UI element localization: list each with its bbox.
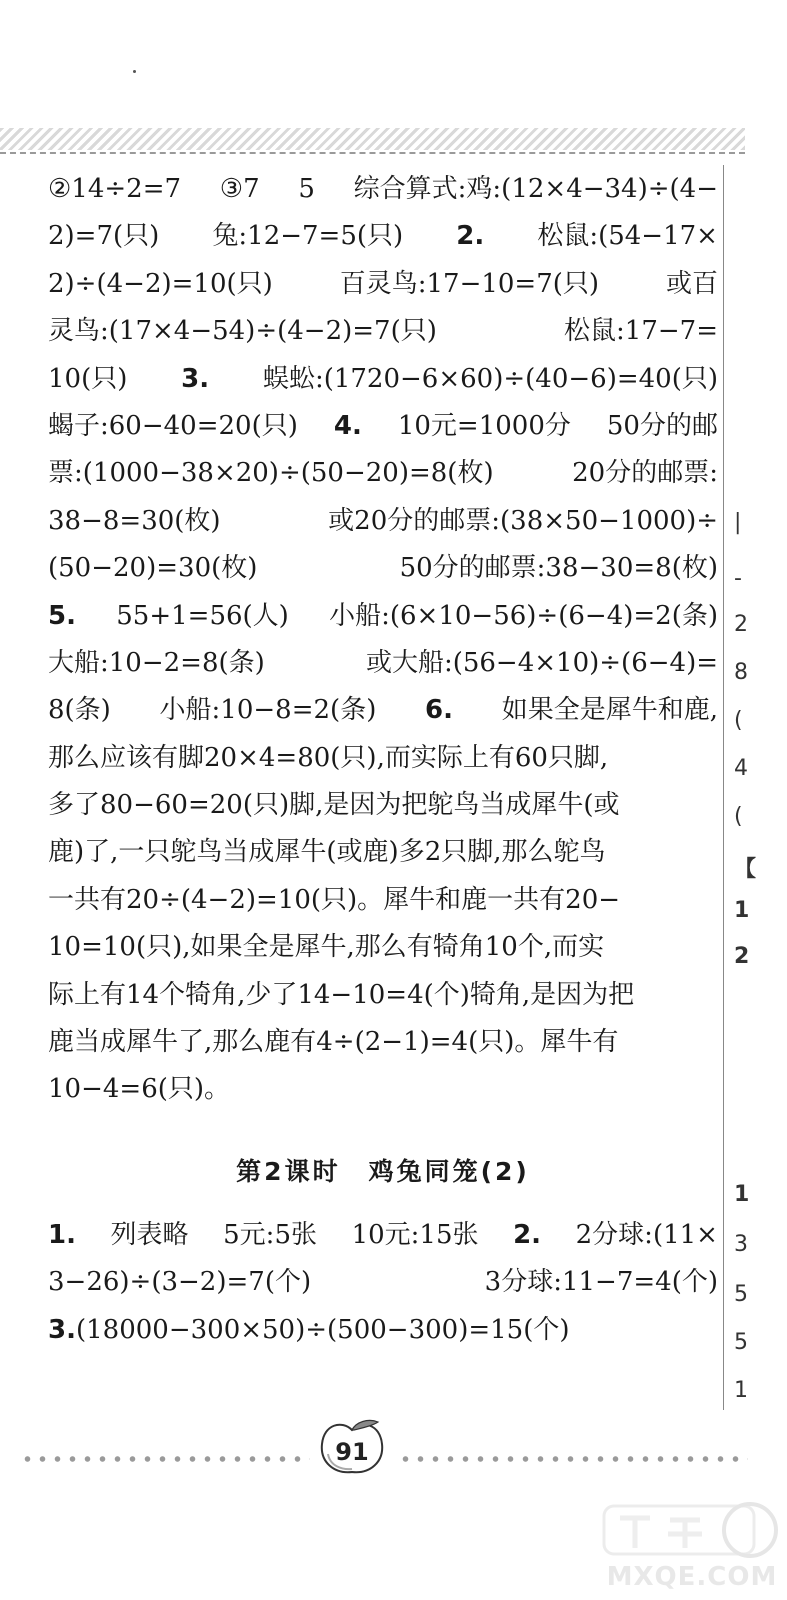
- text-segment: 3−26)÷(3−2)=7(个): [48, 1267, 312, 1298]
- item-number: 3.: [48, 1314, 76, 1345]
- text-line: [48, 735, 718, 782]
- text-segment: 或20分的邮票:(38×50−1000)÷: [328, 505, 718, 536]
- text-segment: 大船:10−2=8(条): [48, 647, 265, 678]
- text-segment: 列表略: [110, 1219, 189, 1250]
- text-segment: 多了80−60=20(只)脚,是因为把鸵鸟当成犀牛(或: [48, 790, 620, 821]
- text-line: [48, 829, 718, 876]
- margin-fragment: 1: [734, 898, 750, 923]
- text-line: [48, 1066, 718, 1113]
- answer-block-lesson-2: [48, 1212, 718, 1354]
- text-segment: 鹿)了,一只鸵鸟当成犀牛(或鹿)多2只脚,那么鸵鸟: [48, 837, 606, 868]
- item-number: 3.: [181, 363, 210, 394]
- margin-fragment: -: [734, 566, 742, 591]
- item-number: 4.: [333, 410, 362, 441]
- text-segment: 10−4=6(只)。: [48, 1074, 231, 1105]
- margin-fragment: 5: [734, 1282, 748, 1307]
- text-segment: 鹿当成犀牛了,那么鹿有4÷(2−1)=4(只)。犀牛有: [48, 1027, 619, 1058]
- footer-dots-left: [20, 1447, 310, 1471]
- text-line: [48, 213, 718, 260]
- item-number: 1.: [48, 1219, 76, 1250]
- margin-fragment: 5: [734, 1330, 748, 1355]
- text-line: [48, 308, 718, 355]
- text-segment: 票:(1000−38×20)÷(50−20)=8(枚): [48, 458, 494, 489]
- text-segment: 小船:10−8=2(条): [159, 695, 377, 726]
- text-segment: 10元:15张: [351, 1219, 479, 1250]
- text-segment: 50分的邮: [606, 410, 718, 441]
- text-line: [48, 877, 718, 924]
- margin-fragment: 【: [734, 857, 757, 882]
- text-segment: 松鼠:(54−17×: [537, 221, 718, 252]
- margin-fragment: |: [734, 510, 742, 535]
- text-line: [48, 545, 718, 592]
- text-segment: 际上有14个犄角,少了14−10=4(个)犄角,是因为把: [48, 979, 635, 1010]
- footer-dots-right: [398, 1447, 748, 1471]
- text-segment: 10元=1000分: [397, 410, 571, 441]
- text-segment: (50−20)=30(枚): [48, 553, 258, 584]
- text-segment: 一共有20÷(4−2)=10(只)。犀牛和鹿一共有20−: [48, 884, 621, 915]
- text-line: [48, 687, 718, 734]
- text-segment: ②14÷2=7: [48, 174, 182, 204]
- text-line: [48, 1019, 718, 1066]
- text-segment: 蝎子:60−40=20(只): [48, 410, 298, 441]
- text-segment: 灵鸟:(17×4−54)÷(4−2)=7(只): [48, 316, 437, 347]
- text-line: [48, 450, 718, 497]
- column-divider: [723, 165, 724, 1410]
- margin-fragment: 1: [734, 1378, 748, 1403]
- text-line: [48, 356, 718, 403]
- text-segment: 蜈蚣:(1720−6×60)÷(40−6)=40(只): [262, 363, 718, 394]
- margin-fragment: (: [734, 708, 743, 733]
- text-line: [48, 593, 718, 640]
- margin-fragment: 2: [734, 612, 748, 637]
- header-hatch-band: [0, 128, 745, 150]
- text-segment: 5: [298, 174, 315, 204]
- text-segment: 或大船:(56−4×10)÷(6−4)=: [365, 647, 718, 678]
- item-number: 2.: [513, 1219, 542, 1250]
- text-segment: 50分的邮票:38−30=8(枚): [399, 553, 718, 584]
- text-segment: 10(只): [48, 363, 128, 394]
- text-segment: 38−8=30(枚): [48, 505, 221, 536]
- margin-fragment: 2: [734, 944, 750, 969]
- text-line: [48, 261, 718, 308]
- text-line: [48, 403, 718, 450]
- text-segment: 或百: [665, 268, 718, 299]
- page-number: 91: [335, 1438, 369, 1466]
- margin-fragment: 8: [734, 660, 748, 685]
- text-segment: 小船:(6×10−56)÷(6−4)=2(条): [329, 600, 718, 631]
- ink-speck: [133, 70, 136, 73]
- text-segment: 10=10(只),如果全是犀牛,那么有犄角10个,而实: [48, 932, 605, 963]
- text-line: [48, 498, 718, 545]
- item-number: 6.: [425, 695, 454, 726]
- text-segment: 如果全是犀牛和鹿,: [501, 695, 718, 726]
- margin-fragment: 3: [734, 1232, 748, 1257]
- text-segment: 那么应该有脚20×4=80(只),而实际上有60只脚,: [48, 742, 609, 773]
- section-title: 第2课时 鸡兔同笼(2): [236, 1156, 530, 1186]
- text-line: [48, 1212, 718, 1259]
- item-number: 5.: [48, 600, 76, 631]
- text-line: [48, 1307, 718, 1354]
- text-segment: ③7: [219, 174, 260, 204]
- text-segment: 55+1=56(人): [116, 600, 289, 631]
- text-segment: 20分的邮票:: [572, 458, 718, 489]
- text-segment: 5元:5张: [223, 1219, 317, 1250]
- text-segment: 2)=7(只): [48, 221, 160, 252]
- header-dashed-rule: [0, 152, 745, 154]
- margin-fragment: (: [734, 804, 743, 829]
- text-line: [48, 1259, 718, 1306]
- text-line: [48, 924, 718, 971]
- margin-fragment: 1: [734, 1182, 750, 1207]
- text-line: [48, 972, 718, 1019]
- text-line: [48, 782, 718, 829]
- text-line: [48, 640, 718, 687]
- answer-text-body: [48, 166, 718, 1354]
- text-segment: 8(条): [48, 695, 111, 726]
- text-segment: 2)÷(4−2)=10(只): [48, 268, 273, 299]
- text-segment: (18000−300×50)÷(500−300)=15(个): [75, 1314, 570, 1345]
- text-segment: 兔:12−7=5(只): [212, 221, 404, 252]
- watermark-logo: [600, 1498, 780, 1562]
- text-segment: 百灵鸟:17−10=7(只): [339, 268, 600, 299]
- watermark-text: MXQE.COM: [606, 1562, 778, 1592]
- margin-fragment: 4: [734, 756, 748, 781]
- text-line: [48, 166, 718, 213]
- text-segment: 3分球:11−7=4(个): [484, 1267, 718, 1298]
- text-segment: 2分球:(11×: [575, 1219, 718, 1250]
- text-segment: 松鼠:17−7=: [564, 316, 718, 347]
- answer-block-lesson-1: [48, 166, 718, 1114]
- text-segment: 综合算式:鸡:(12×4−34)÷(4−: [353, 174, 718, 204]
- item-number: 2.: [456, 221, 485, 252]
